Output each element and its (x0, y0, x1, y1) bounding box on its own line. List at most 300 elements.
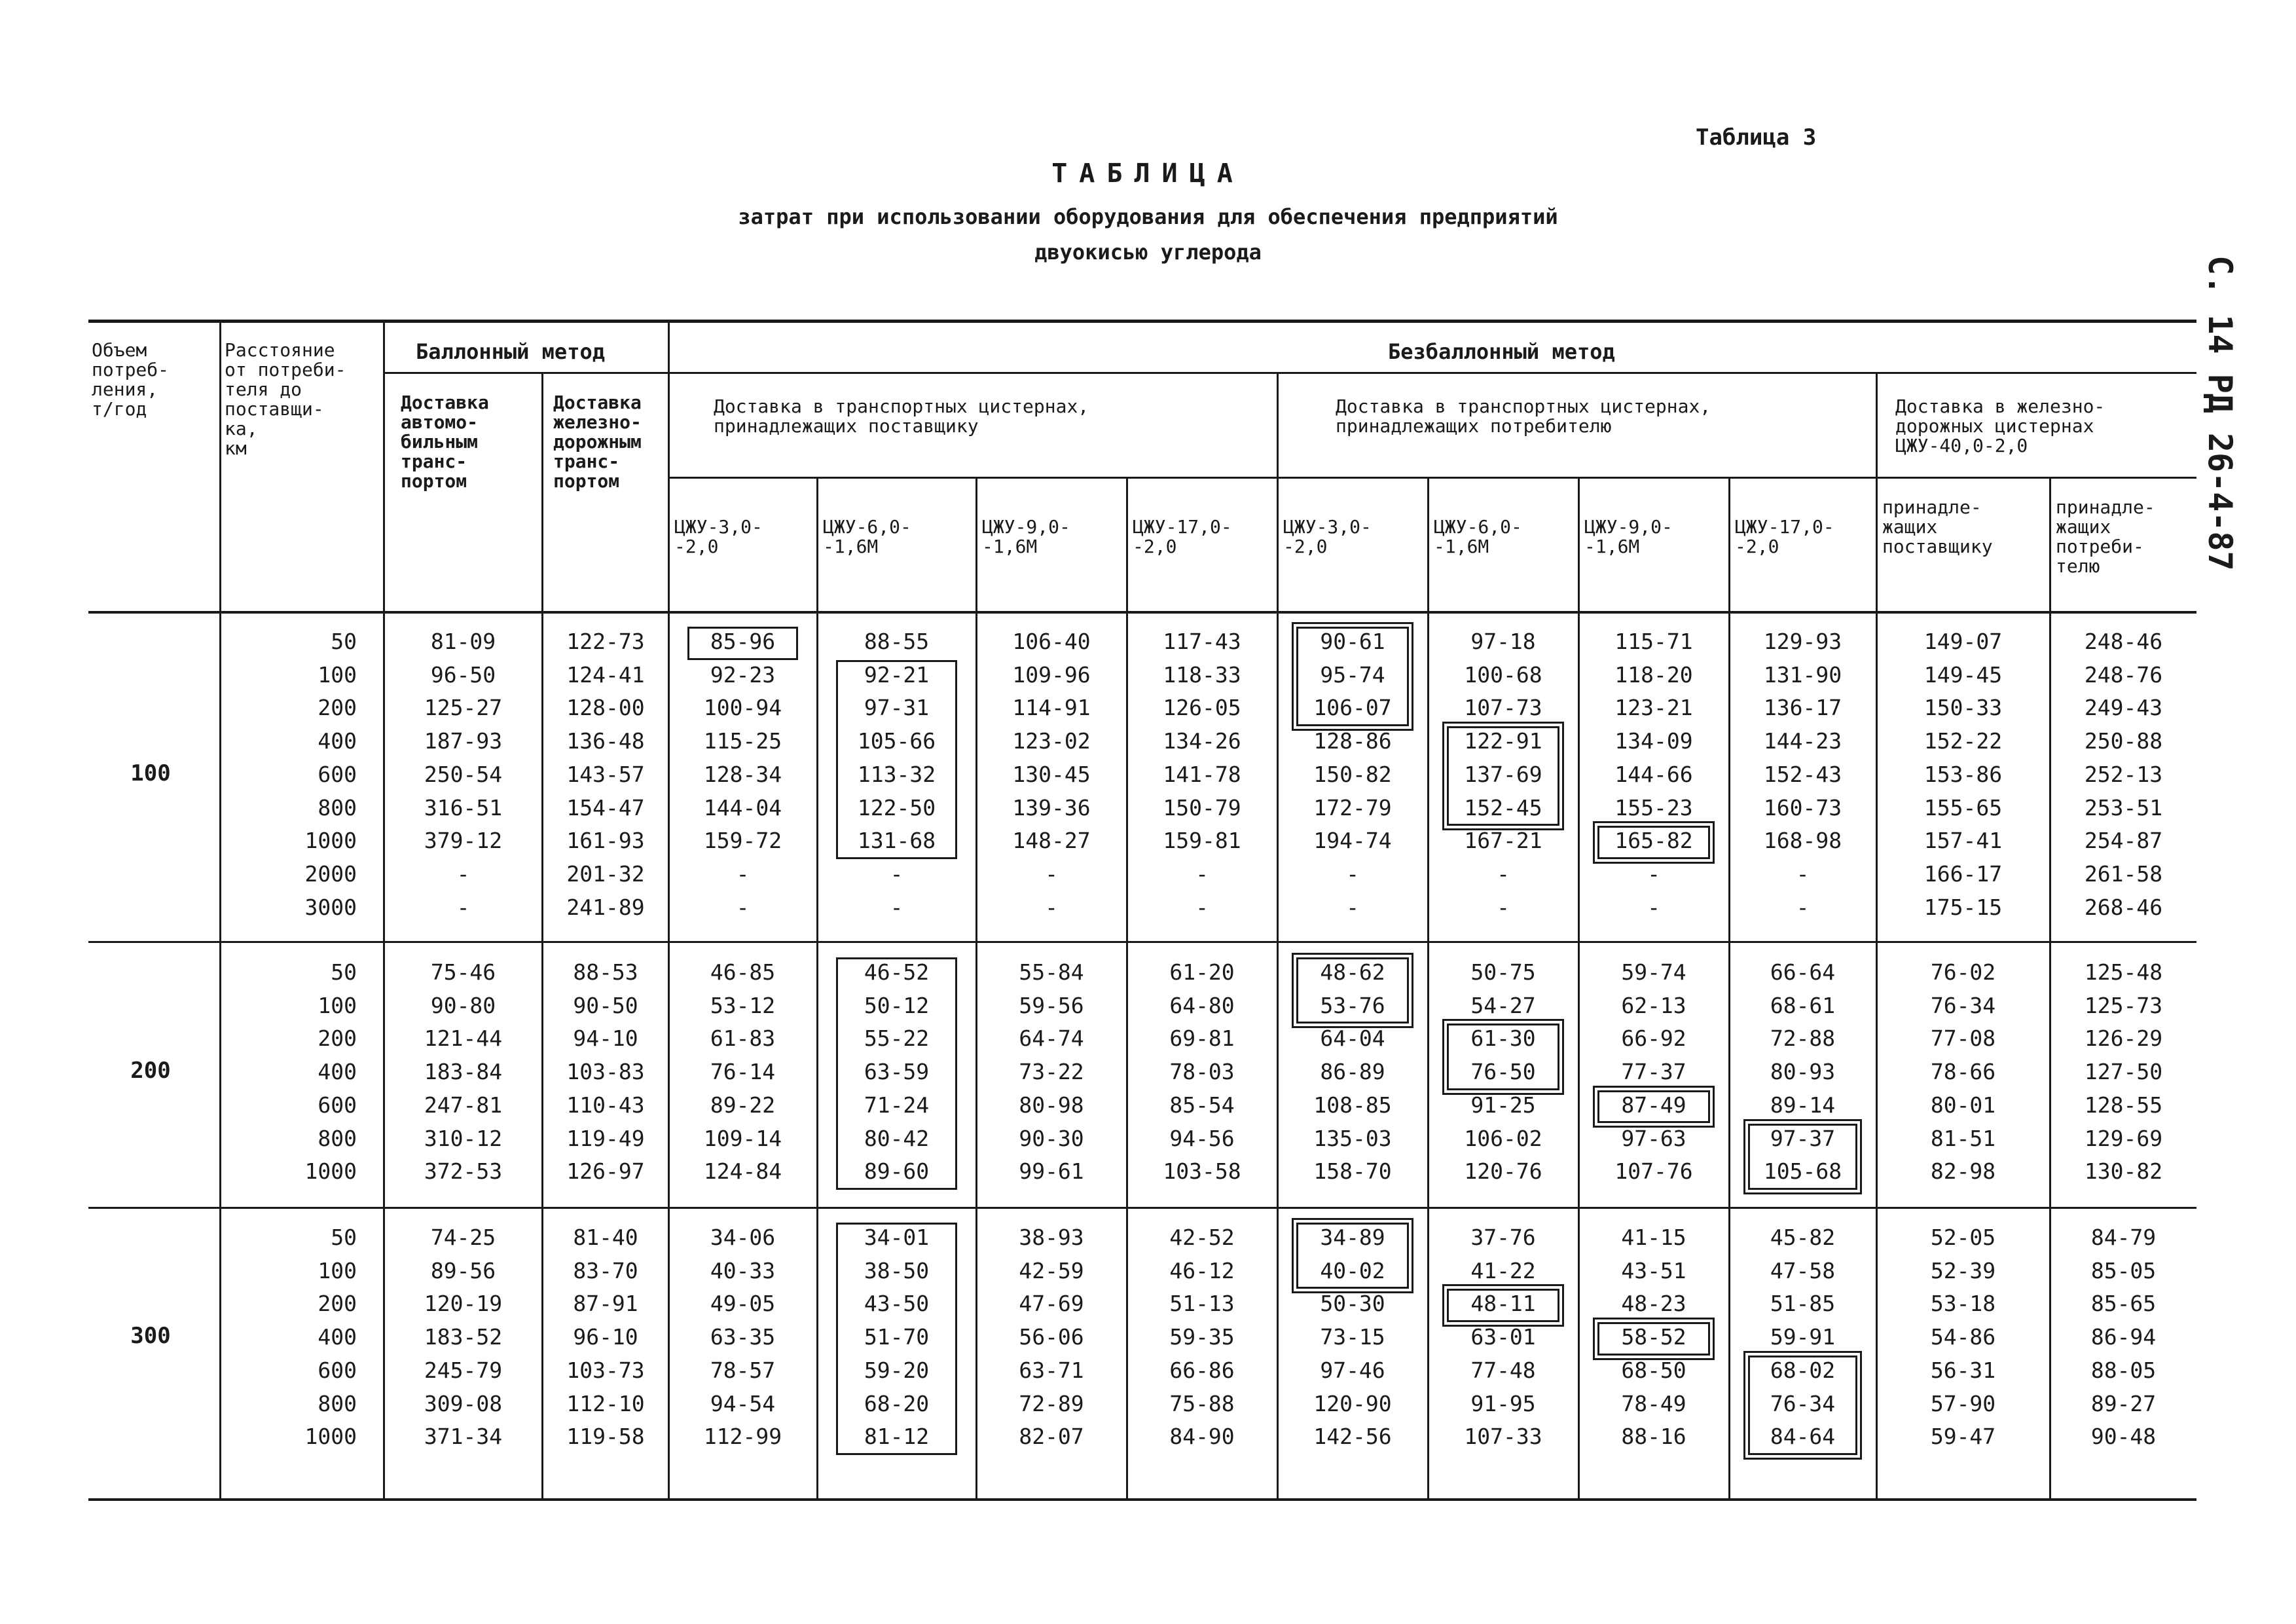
table-cell: 254-87 (2084, 828, 2163, 854)
table-cell: 81-40 (573, 1225, 638, 1250)
volume-label: 200 (130, 1058, 171, 1084)
table-cell: 194-74 (1313, 828, 1392, 854)
table-cell: 105-66 (857, 728, 936, 754)
table-cell: 122-50 (857, 794, 936, 821)
table-cell: 144-66 (1614, 761, 1693, 787)
table-cell: 80-93 (1770, 1059, 1836, 1085)
distance-cell: 800 (318, 1390, 357, 1416)
table-cell: 91-25 (1470, 1092, 1536, 1118)
highlight-box (1296, 957, 1409, 1024)
distance-cell: 50 (331, 959, 357, 985)
header-consumer-tanks: Доставка в транспортных цистернах, принадлежащих потребителю (1336, 396, 1711, 437)
table-cell: 64-80 (1169, 992, 1235, 1018)
table-cell: 86-89 (1320, 1059, 1385, 1085)
table-cell: 150-33 (1923, 695, 2003, 721)
table-cell: 118-33 (1163, 661, 1241, 688)
table-cell: 150-79 (1163, 794, 1241, 821)
table-cell: 139-36 (1012, 794, 1091, 821)
table-cell: 261-58 (2084, 860, 2163, 887)
table-cell: 88-05 (2090, 1357, 2157, 1383)
table-cell: 84-90 (1169, 1424, 1235, 1450)
table-cell: - (1195, 894, 1209, 920)
table-cell: 90-80 (430, 992, 496, 1018)
table-cell: 53-12 (710, 992, 776, 1018)
table-cell: 149-07 (1923, 629, 2003, 654)
table-cell: - (1497, 894, 1510, 920)
table-cell: 61-20 (1169, 959, 1235, 985)
table-cell: 119-49 (566, 1125, 645, 1151)
table-cell: 108-85 (1313, 1092, 1392, 1118)
table-cell: - (1796, 860, 1810, 887)
table-cell: 81-51 (1930, 1125, 1996, 1151)
table-cell: 57-90 (1930, 1390, 1996, 1416)
table-cell: 78-66 (1930, 1059, 1996, 1085)
table-cell: 53-18 (1930, 1291, 1996, 1317)
table-cell: 96-50 (430, 661, 496, 688)
table-cell: 157-41 (1923, 828, 2003, 854)
table-cell: 183-52 (424, 1324, 503, 1350)
table-cell: 379-12 (424, 828, 503, 854)
table-cell: 34-01 (864, 1225, 930, 1250)
highlight-box (836, 957, 957, 1190)
table-cell: 117-43 (1163, 629, 1241, 654)
table-cell: 71-24 (864, 1092, 930, 1118)
table-cell: 142-56 (1313, 1424, 1392, 1450)
header-supplier-tanks: Доставка в транспортных цистернах, принадлежащих поставщику (714, 396, 1089, 437)
distance-cell: 100 (318, 661, 357, 688)
table-cell: 124-84 (703, 1158, 782, 1185)
table-cell: 201-32 (566, 860, 645, 887)
table-cell: 43-51 (1621, 1257, 1686, 1283)
table-cell: 136-48 (566, 728, 645, 754)
header-balloon-auto: Доставка автомо- бильным транс- портом (401, 392, 489, 492)
table-cell: 112-99 (703, 1424, 782, 1450)
table-cell: 119-58 (566, 1424, 645, 1450)
table-cell: 89-27 (2090, 1390, 2157, 1416)
highlight-box (1296, 627, 1409, 726)
table-cell: 97-37 (1770, 1125, 1836, 1151)
table-cell: 88-55 (864, 629, 930, 654)
table-cell: 248-76 (2084, 661, 2163, 688)
table-cell: 167-21 (1464, 828, 1542, 854)
table-cell: 107-73 (1464, 695, 1542, 721)
header-volume: Объем потреб- ления, т/год (92, 339, 170, 420)
volume-label: 300 (130, 1323, 171, 1350)
table-header-rule (88, 611, 2196, 614)
table-cell: 54-86 (1930, 1324, 1996, 1350)
table-cell: 126-05 (1163, 695, 1241, 721)
table-cell: 122-91 (1464, 728, 1542, 754)
balloonless-header-rule (668, 372, 2196, 374)
distance-cell: 200 (318, 1291, 357, 1317)
table-cell: 310-12 (424, 1125, 503, 1151)
table-cell: 90-30 (1019, 1125, 1084, 1151)
table-cell: 83-70 (573, 1257, 638, 1283)
table-cell: 76-34 (1770, 1390, 1836, 1416)
table-cell: - (890, 894, 903, 920)
table-cell: 129-93 (1763, 629, 1842, 654)
table-cell: 78-49 (1621, 1390, 1686, 1416)
table-cell: 54-27 (1470, 992, 1536, 1018)
table-cell: 73-15 (1320, 1324, 1385, 1350)
table-cell: 155-65 (1923, 794, 2003, 821)
table-cell: 66-92 (1621, 1025, 1686, 1052)
table-cell: 50-12 (864, 992, 930, 1018)
table-cell: 88-16 (1621, 1424, 1686, 1450)
table-cell: 150-82 (1313, 761, 1392, 787)
table-cell: 123-02 (1012, 728, 1091, 754)
table-cell: 90-48 (2090, 1424, 2157, 1450)
table-cell: 66-64 (1770, 959, 1836, 985)
table-cell: 78-57 (710, 1357, 776, 1383)
table-cell: 69-81 (1169, 1025, 1235, 1052)
table-cell: 100-68 (1464, 661, 1542, 688)
table-cell: 61-83 (710, 1025, 776, 1052)
table-cell: 59-91 (1770, 1324, 1836, 1350)
header-balloonless-method: Безбаллонный метод (1388, 339, 1615, 364)
distance-cell: 800 (318, 1125, 357, 1151)
table-cell: 63-01 (1470, 1324, 1536, 1350)
subheader-2: ЦЖУ-9,0- -1,6М (982, 516, 1070, 557)
table-cell: 90-61 (1320, 629, 1385, 654)
table-cell: 85-65 (2090, 1291, 2157, 1317)
table-cell: 144-04 (703, 794, 782, 821)
table-cell: 159-81 (1163, 828, 1241, 854)
table-cell: 103-73 (566, 1357, 645, 1383)
distance-cell: 50 (331, 1225, 357, 1250)
table-cell: 309-08 (424, 1390, 503, 1416)
subheader-6: ЦЖУ-9,0- -1,6М (1584, 516, 1673, 557)
distance-cell: 600 (318, 761, 357, 787)
table-cell: 250-54 (424, 761, 503, 787)
table-cell: 165-82 (1614, 828, 1693, 854)
table-cell: 77-08 (1930, 1025, 1996, 1052)
table-cell: 63-59 (864, 1059, 930, 1085)
table-cell: 76-14 (710, 1059, 776, 1085)
table-cell: 86-94 (2090, 1324, 2157, 1350)
table-cell: 72-88 (1770, 1025, 1836, 1052)
table-cell: 247-81 (424, 1092, 503, 1118)
distance-cell: 1000 (304, 828, 357, 854)
table-cell: 103-58 (1163, 1158, 1241, 1185)
table-cell: 42-59 (1019, 1257, 1084, 1283)
table-cell: 92-23 (710, 661, 776, 688)
distance-cell: 1000 (304, 1424, 357, 1450)
table-cell: 125-27 (424, 695, 503, 721)
table-cell: 59-56 (1019, 992, 1084, 1018)
table-cell: - (1647, 860, 1660, 887)
table-cell: 124-41 (566, 661, 645, 688)
table-cell: 152-45 (1464, 794, 1542, 821)
table-cell: 249-43 (2084, 695, 2163, 721)
table-cell: 64-74 (1019, 1025, 1084, 1052)
table-cell: 38-50 (864, 1257, 930, 1283)
table-cell: 68-50 (1621, 1357, 1686, 1383)
volume-label: 100 (130, 760, 171, 787)
table-cell: 99-61 (1019, 1158, 1084, 1185)
table-cell: 77-37 (1621, 1059, 1686, 1085)
table-cell: 316-51 (424, 794, 503, 821)
table-cell: 183-84 (424, 1059, 503, 1085)
table-cell: 94-54 (710, 1390, 776, 1416)
table-cell: 129-69 (2084, 1125, 2163, 1151)
table-cell: 106-02 (1464, 1125, 1542, 1151)
table-cell: - (456, 894, 470, 920)
table-cell: 85-96 (710, 629, 776, 654)
table-cell: 40-33 (710, 1257, 776, 1283)
table-cell: 153-86 (1923, 761, 2003, 787)
table-cell: 59-20 (864, 1357, 930, 1383)
highlight-box (1597, 826, 1710, 859)
distance-cell: 100 (318, 992, 357, 1018)
table-cell: 118-20 (1614, 661, 1693, 688)
subheader-0: ЦЖУ-3,0- -2,0 (674, 516, 763, 557)
table-cell: 48-11 (1470, 1291, 1536, 1317)
highlight-box (1748, 1356, 1857, 1455)
table-cell: 143-57 (566, 761, 645, 787)
table-cell: 152-22 (1923, 728, 2003, 754)
col-divider-0 (219, 320, 221, 1501)
table-cell: 110-43 (566, 1092, 645, 1118)
table-cell: 123-21 (1614, 695, 1693, 721)
table-cell: 41-22 (1470, 1257, 1536, 1283)
table-cell: 64-04 (1320, 1025, 1385, 1052)
table-cell: 130-45 (1012, 761, 1091, 787)
subheader-9: принадле- жащих потреби- телю (2056, 496, 2155, 577)
table-cell: 134-26 (1163, 728, 1241, 754)
table-cell: 49-05 (710, 1291, 776, 1317)
table-cell: 50-30 (1320, 1291, 1385, 1317)
table-cell: 158-70 (1313, 1158, 1392, 1185)
table-cell: 128-86 (1313, 728, 1392, 754)
distance-cell: 800 (318, 794, 357, 821)
table-cell: 56-06 (1019, 1324, 1084, 1350)
table-cell: 109-96 (1012, 661, 1091, 688)
document-code-vertical: С. 14 РД 26-4-87 (2201, 255, 2239, 571)
table-cell: 168-98 (1763, 828, 1842, 854)
table-cell: 187-93 (424, 728, 503, 754)
table-cell: - (1045, 860, 1058, 887)
table-cell: 55-84 (1019, 959, 1084, 985)
table-cell: 135-03 (1313, 1125, 1392, 1151)
table-cell: 141-78 (1163, 761, 1241, 787)
table-cell: 154-47 (566, 794, 645, 821)
distance-cell: 400 (318, 1059, 357, 1085)
subheader-7: ЦЖУ-17,0- -2,0 (1735, 516, 1834, 557)
table-cell: 88-53 (573, 959, 638, 985)
document-subtitle-line1: затрат при использовании оборудования для обеспечения предприятий (738, 204, 1558, 229)
table-cell: 97-31 (864, 695, 930, 721)
distance-cell: 600 (318, 1092, 357, 1118)
table-cell: - (1346, 894, 1359, 920)
subheader-1: ЦЖУ-6,0- -1,6М (823, 516, 911, 557)
table-cell: 125-73 (2084, 992, 2163, 1018)
table-cell: 126-29 (2084, 1025, 2163, 1052)
table-cell: 76-34 (1930, 992, 1996, 1018)
table-cell: 37-76 (1470, 1225, 1536, 1250)
table-cell: 248-46 (2084, 629, 2163, 654)
table-cell: 113-32 (857, 761, 936, 787)
table-cell: 78-03 (1169, 1059, 1235, 1085)
table-number-label: Таблица 3 (1696, 124, 1817, 151)
table-cell: 53-76 (1320, 992, 1385, 1018)
table-bottom-rule (88, 1498, 2196, 1501)
table-cell: 112-10 (566, 1390, 645, 1416)
highlight-box (1447, 1024, 1559, 1090)
table-cell: 161-93 (566, 828, 645, 854)
table-cell: 90-50 (573, 992, 638, 1018)
distance-cell: 1000 (304, 1158, 357, 1185)
table-cell: - (736, 894, 750, 920)
distance-cell: 600 (318, 1357, 357, 1383)
group-rule-200 (88, 941, 2196, 943)
distance-cell: 400 (318, 728, 357, 754)
table-cell: 245-79 (424, 1357, 503, 1383)
table-cell: 175-15 (1923, 894, 2003, 920)
table-cell: 82-98 (1930, 1158, 1996, 1185)
group-rule-300 (88, 1207, 2196, 1209)
table-cell: - (890, 860, 903, 887)
table-cell: 114-91 (1012, 695, 1091, 721)
table-cell: 43-50 (864, 1291, 930, 1317)
table-cell: 48-23 (1621, 1291, 1686, 1317)
table-cell: 126-97 (566, 1158, 645, 1185)
table-cell: 80-42 (864, 1125, 930, 1151)
header-rail-tanks: Доставка в железно- дорожных цистернах ЦЖУ-40,0-2,0 (1895, 396, 2105, 456)
table-cell: 107-33 (1464, 1424, 1542, 1450)
table-cell: 268-46 (2084, 894, 2163, 920)
table-cell: 106-07 (1313, 695, 1392, 721)
balloon-header-rule (383, 372, 668, 374)
table-cell: 63-35 (710, 1324, 776, 1350)
table-cell: 59-47 (1930, 1424, 1996, 1450)
table-cell: 106-40 (1012, 629, 1091, 654)
subheader-5: ЦЖУ-6,0- -1,6М (1434, 516, 1522, 557)
table-cell: 40-02 (1320, 1257, 1385, 1283)
table-cell: 61-30 (1470, 1025, 1536, 1052)
table-cell: 172-79 (1313, 794, 1392, 821)
subheader-3: ЦЖУ-17,0- -2,0 (1133, 516, 1232, 557)
table-cell: 68-20 (864, 1390, 930, 1416)
table-cell: 66-86 (1169, 1357, 1235, 1383)
table-cell: 97-46 (1320, 1357, 1385, 1383)
table-cell: 47-69 (1019, 1291, 1084, 1317)
table-cell: 85-54 (1169, 1092, 1235, 1118)
table-cell: 46-85 (710, 959, 776, 985)
table-cell: 82-07 (1019, 1424, 1084, 1450)
table-cell: 371-34 (424, 1424, 503, 1450)
table-cell: 115-71 (1614, 629, 1693, 654)
table-cell: - (1195, 860, 1209, 887)
table-cell: 372-53 (424, 1158, 503, 1185)
table-cell: 34-89 (1320, 1225, 1385, 1250)
table-cell: 75-46 (430, 959, 496, 985)
table-cell: 47-58 (1770, 1257, 1836, 1283)
table-cell: 34-06 (710, 1225, 776, 1250)
table-cell: 89-22 (710, 1092, 776, 1118)
table-cell: 89-14 (1770, 1092, 1836, 1118)
subheader-rule (668, 477, 2196, 479)
table-cell: 144-23 (1763, 728, 1842, 754)
table-cell: 97-63 (1621, 1125, 1686, 1151)
table-cell: 58-52 (1621, 1324, 1686, 1350)
subheader-8: принадле- жащих поставщику (1882, 496, 1993, 557)
table-cell: 80-98 (1019, 1092, 1084, 1118)
highlight-box (1447, 1289, 1559, 1322)
table-cell: 48-62 (1320, 959, 1385, 985)
table-cell: 50-75 (1470, 959, 1536, 985)
table-cell: 107-76 (1614, 1158, 1693, 1185)
table-cell: 63-71 (1019, 1357, 1084, 1383)
highlight-box (1447, 726, 1559, 826)
table-cell: 84-79 (2090, 1225, 2157, 1250)
table-cell: 253-51 (2084, 794, 2163, 821)
table-cell: 76-02 (1930, 959, 1996, 985)
table-cell: 45-82 (1770, 1225, 1836, 1250)
table-cell: 42-52 (1169, 1225, 1235, 1250)
table-cell: 91-95 (1470, 1390, 1536, 1416)
table-cell: 85-05 (2090, 1257, 2157, 1283)
table-cell: 166-17 (1923, 860, 2003, 887)
table-cell: 130-82 (2084, 1158, 2163, 1185)
distance-cell: 100 (318, 1257, 357, 1283)
table-cell: 72-89 (1019, 1390, 1084, 1416)
table-cell: - (1497, 860, 1510, 887)
highlight-box (687, 627, 798, 660)
table-cell: 109-14 (703, 1125, 782, 1151)
table-cell: 46-52 (864, 959, 930, 985)
highlight-box (1296, 1223, 1409, 1289)
table-cell: 120-90 (1313, 1390, 1392, 1416)
distance-cell: 3000 (304, 894, 357, 920)
table-cell: 87-49 (1621, 1092, 1686, 1118)
table-cell: 89-60 (864, 1158, 930, 1185)
table-cell: 73-22 (1019, 1059, 1084, 1085)
table-cell: 128-55 (2084, 1092, 2163, 1118)
table-cell: 95-74 (1320, 661, 1385, 688)
table-cell: 38-93 (1019, 1225, 1084, 1250)
header-distance: Расстояние от потреби- теля до поставщи- ка, км (225, 339, 346, 459)
table-cell: 52-05 (1930, 1225, 1996, 1250)
table-cell: 149-45 (1923, 661, 2003, 688)
table-cell: 125-48 (2084, 959, 2163, 985)
table-cell: - (1796, 894, 1810, 920)
table-cell: 136-17 (1763, 695, 1842, 721)
table-cell: 134-09 (1614, 728, 1693, 754)
table-cell: 52-39 (1930, 1257, 1996, 1283)
table-cell: 84-64 (1770, 1424, 1836, 1450)
highlight-box (1748, 1124, 1857, 1190)
table-cell: 250-88 (2084, 728, 2163, 754)
table-cell: 55-22 (864, 1025, 930, 1052)
table-cell: 41-15 (1621, 1225, 1686, 1250)
table-cell: 122-73 (566, 629, 645, 654)
table-cell: - (1045, 894, 1058, 920)
highlight-box (836, 660, 957, 859)
table-cell: - (1346, 860, 1359, 887)
table-cell: 76-50 (1470, 1059, 1536, 1085)
table-cell: 68-02 (1770, 1357, 1836, 1383)
table-cell: 121-44 (424, 1025, 503, 1052)
header-balloon-rail: Доставка железно- дорожным транс- портом (553, 392, 642, 492)
table-cell: 115-25 (703, 728, 782, 754)
table-cell: 68-61 (1770, 992, 1836, 1018)
subheader-4: ЦЖУ-3,0- -2,0 (1283, 516, 1372, 557)
table-cell: 241-89 (566, 894, 645, 920)
table-cell: 120-76 (1464, 1158, 1542, 1185)
table-cell: 128-00 (566, 695, 645, 721)
table-cell: 252-13 (2084, 761, 2163, 787)
